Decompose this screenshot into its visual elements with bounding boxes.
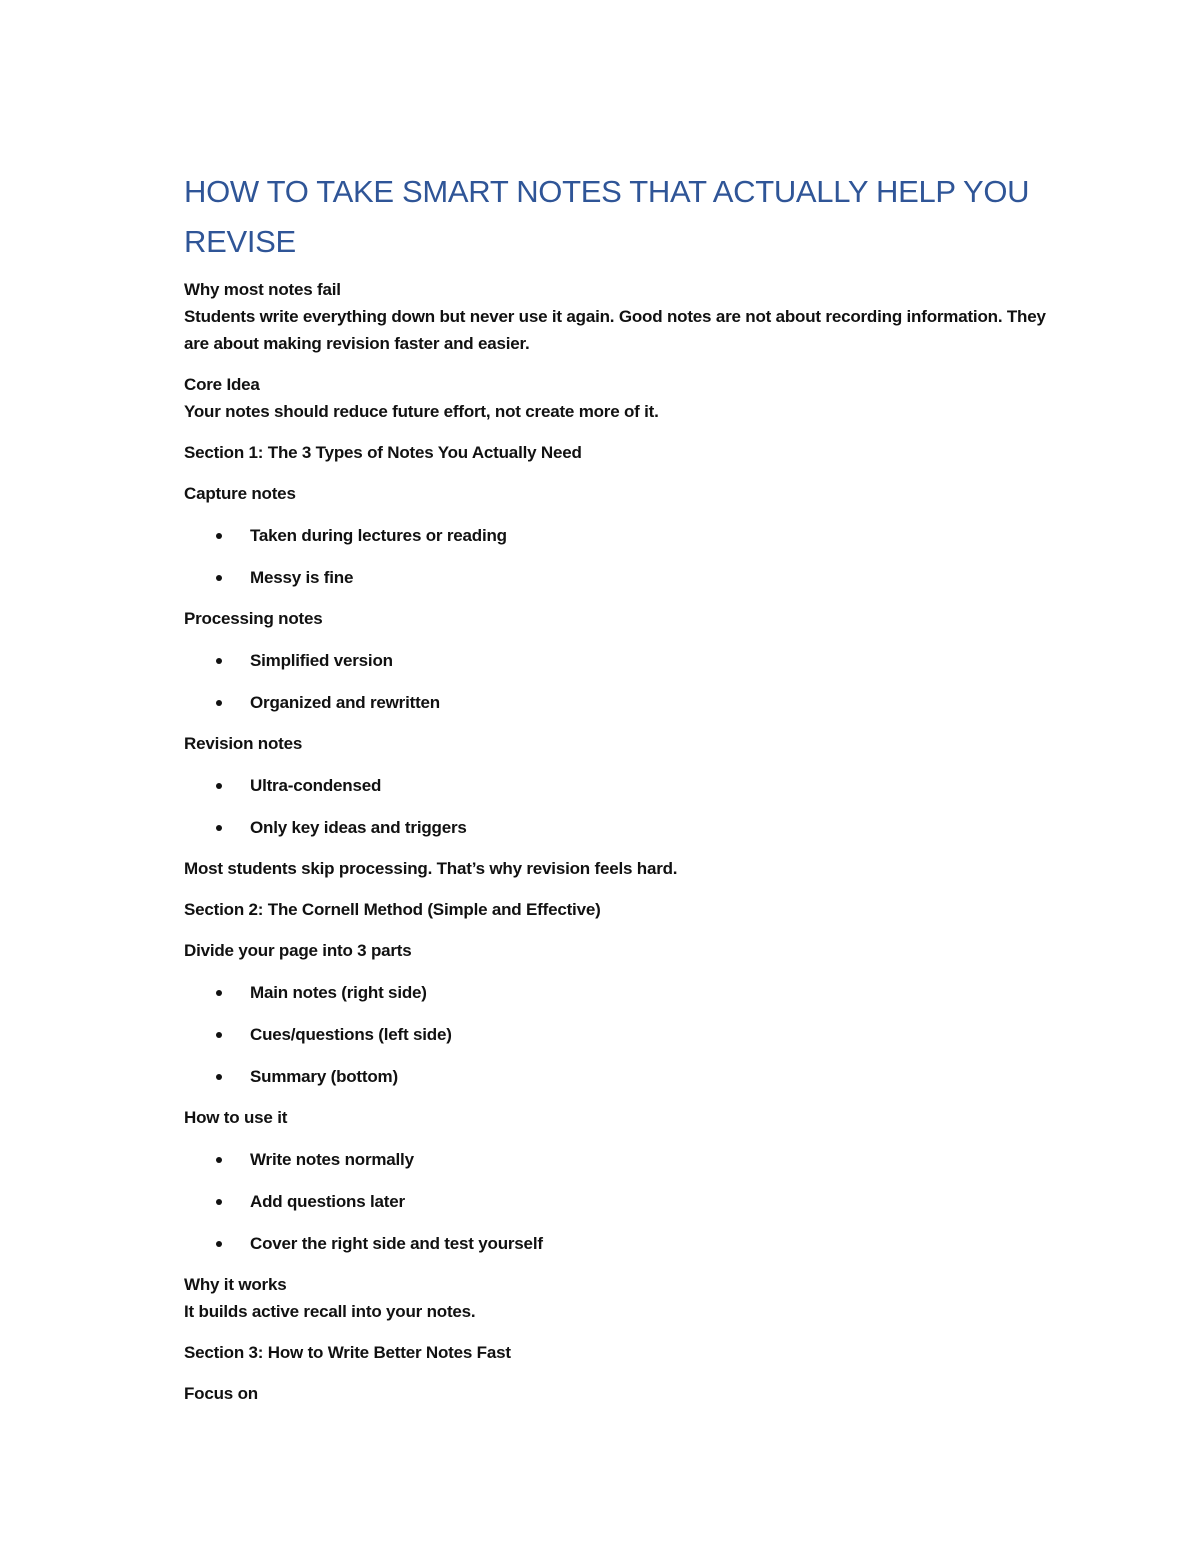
list-item: Cues/questions (left side) xyxy=(184,1021,1064,1048)
bullet-icon xyxy=(216,1157,222,1163)
core-heading: Core Idea xyxy=(184,375,260,394)
section1-heading: Section 1: The 3 Types of Notes You Actually Need xyxy=(184,443,582,462)
list-item: Write notes normally xyxy=(184,1146,1064,1173)
bullet-icon xyxy=(216,990,222,996)
how-to-use-label: How to use it xyxy=(184,1108,288,1127)
intro-text: Students write everything down but never use it again. Good notes are not about recording information. They are about making revision faster and easier. xyxy=(184,307,1046,353)
bullet-icon xyxy=(216,1074,222,1080)
section2-heading: Section 2: The Cornell Method (Simple and Effective) xyxy=(184,900,601,919)
why-it-works-heading: Why it works xyxy=(184,1275,287,1294)
bullet-icon xyxy=(216,783,222,789)
list-item: Cover the right side and test yourself xyxy=(184,1230,1064,1257)
capture-notes-list xyxy=(184,522,1064,591)
list-item: Messy is fine xyxy=(184,564,1064,591)
bullet-icon xyxy=(216,1241,222,1247)
document-title: HOW TO TAKE SMART NOTES THAT ACTUALLY HELP YOU REVISE xyxy=(184,174,1030,259)
bullet-icon xyxy=(216,700,222,706)
why-it-works-text: It builds active recall into your notes. xyxy=(184,1302,476,1321)
list-item: Summary (bottom) xyxy=(184,1063,1064,1090)
list-item: Taken during lectures or reading xyxy=(184,522,1064,549)
list-item: Simplified version xyxy=(184,647,1064,674)
list-item: Main notes (right side) xyxy=(184,979,1064,1006)
core-text: Your notes should reduce future effort, not create more of it. xyxy=(184,402,659,421)
capture-notes-label: Capture notes xyxy=(184,484,296,503)
bullet-icon xyxy=(216,658,222,664)
revision-notes-label: Revision notes xyxy=(184,734,303,753)
how-to-use-list xyxy=(184,1146,1064,1257)
processing-notes-label: Processing notes xyxy=(184,609,323,628)
document-content xyxy=(184,167,1064,1407)
bullet-icon xyxy=(216,575,222,581)
divide-page-label: Divide your page into 3 parts xyxy=(184,941,412,960)
list-item: Ultra-condensed xyxy=(184,772,1064,799)
bullet-icon xyxy=(216,825,222,831)
bullet-icon xyxy=(216,1032,222,1038)
intro-heading: Why most notes fail xyxy=(184,280,341,299)
bullet-icon xyxy=(216,1199,222,1205)
divide-page-list xyxy=(184,979,1064,1090)
focus-on-label: Focus on xyxy=(184,1384,258,1403)
section3-heading: Section 3: How to Write Better Notes Fast xyxy=(184,1343,511,1362)
list-item: Add questions later xyxy=(184,1188,1064,1215)
list-item: Only key ideas and triggers xyxy=(184,814,1064,841)
section1-conclusion: Most students skip processing. That’s why revision feels hard. xyxy=(184,859,678,878)
bullet-icon xyxy=(216,533,222,539)
list-item: Organized and rewritten xyxy=(184,689,1064,716)
processing-notes-list xyxy=(184,647,1064,716)
revision-notes-list xyxy=(184,772,1064,841)
